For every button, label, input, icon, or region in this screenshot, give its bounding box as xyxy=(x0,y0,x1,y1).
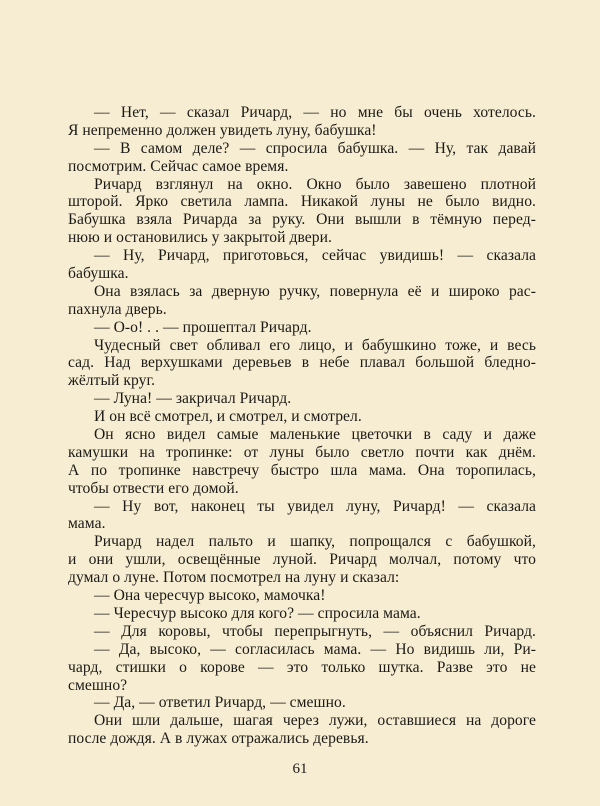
text-line: — Нет, — сказал Ричард, — но мне бы очень хотелось. xyxy=(94,104,536,121)
text-line: Чудесный свет обливал его лицо, и бабушкино тоже, и весь xyxy=(94,336,536,354)
text-line: Она взялась за дверную ручку, повернула её и широко рас- xyxy=(94,282,536,300)
text-line: камушки на тропинке: от луны было светло почти как днём. xyxy=(68,443,536,461)
story-text xyxy=(68,104,536,748)
text-line: думал о луне. Потом посмотрел на луну и сказал: xyxy=(68,569,400,587)
text-line: жёлтый круг. xyxy=(68,372,156,390)
text-line: чтобы отвести его домой. xyxy=(68,479,239,497)
text-line: нюю и остановились у закрытой двери. xyxy=(68,229,332,247)
text-line: Ричард надел пальто и шапку, попрощался с бабушкой, xyxy=(94,533,536,551)
text-line: Он ясно видел самые маленькие цветочки в саду и даже xyxy=(94,426,536,444)
text-line: Бабушка взяла Ричарда за руку. Они вышли в тёмную перед- xyxy=(68,211,536,229)
text-line: — Она чересчур высоко, мамочка! xyxy=(94,587,326,605)
text-line: посмотрим. Сейчас самое время. xyxy=(68,157,289,175)
text-line: пахнула дверь. xyxy=(68,300,167,318)
text-line: — Да, высоко, — согласилась мама. — Но видишь ли, Ри- xyxy=(94,640,536,658)
text-line: Ричард взглянул на окно. Окно было завешено плотной xyxy=(94,175,536,193)
text-line: — Ну, Ричард, приготовься, сейчас увидишь! — сказала xyxy=(94,247,536,265)
text-line: и они ушли, освещённые луной. Ричард молчал, потому что xyxy=(68,551,536,569)
text-line: И он всё смотрел, и смотрел, и смотрел. xyxy=(94,408,362,426)
text-line: — Чересчур высоко для кого? — спросила мама. xyxy=(94,604,421,622)
text-line: А по тропинке навстречу быстро шла мама. Она торопилась, xyxy=(68,461,536,479)
text-line: Они шли дальше, шагая через лужи, оставшиеся на дороге xyxy=(94,712,536,730)
text-line: — О-о! . . — прошептал Ричард. xyxy=(94,318,312,336)
text-line: — Да, — ответил Ричард, — смешно. xyxy=(94,694,346,712)
text-line: — Ну вот, наконец ты увидел луну, Ричард! — сказала xyxy=(94,497,536,515)
text-line: чард, стишки о корове — это только шутка. Разве это не xyxy=(68,658,536,676)
text-line: — Для коровы, чтобы перепрыгнуть, — объяснил Ричард. xyxy=(94,622,536,640)
text-line: после дождя. А в лужах отражались деревья. xyxy=(68,730,369,748)
text-line: сад. Над верхушками деревьев в небе плавал большой бледно- xyxy=(68,354,536,372)
text-line: — Луна! — закричал Ричард. xyxy=(94,390,292,408)
text-line: мама. xyxy=(68,515,106,533)
text-line: бабушка. xyxy=(68,265,129,283)
text-line: — В самом деле? — спросила бабушка. — Ну, так давай xyxy=(94,139,536,157)
text-line: Я непременно должен увидеть луну, бабушка! xyxy=(68,121,377,139)
text-line: шторой. Ярко светила лампа. Никакой луны не было видно. xyxy=(68,193,536,211)
text-line: смешно? xyxy=(68,676,128,694)
page-number: 61 xyxy=(292,761,308,777)
